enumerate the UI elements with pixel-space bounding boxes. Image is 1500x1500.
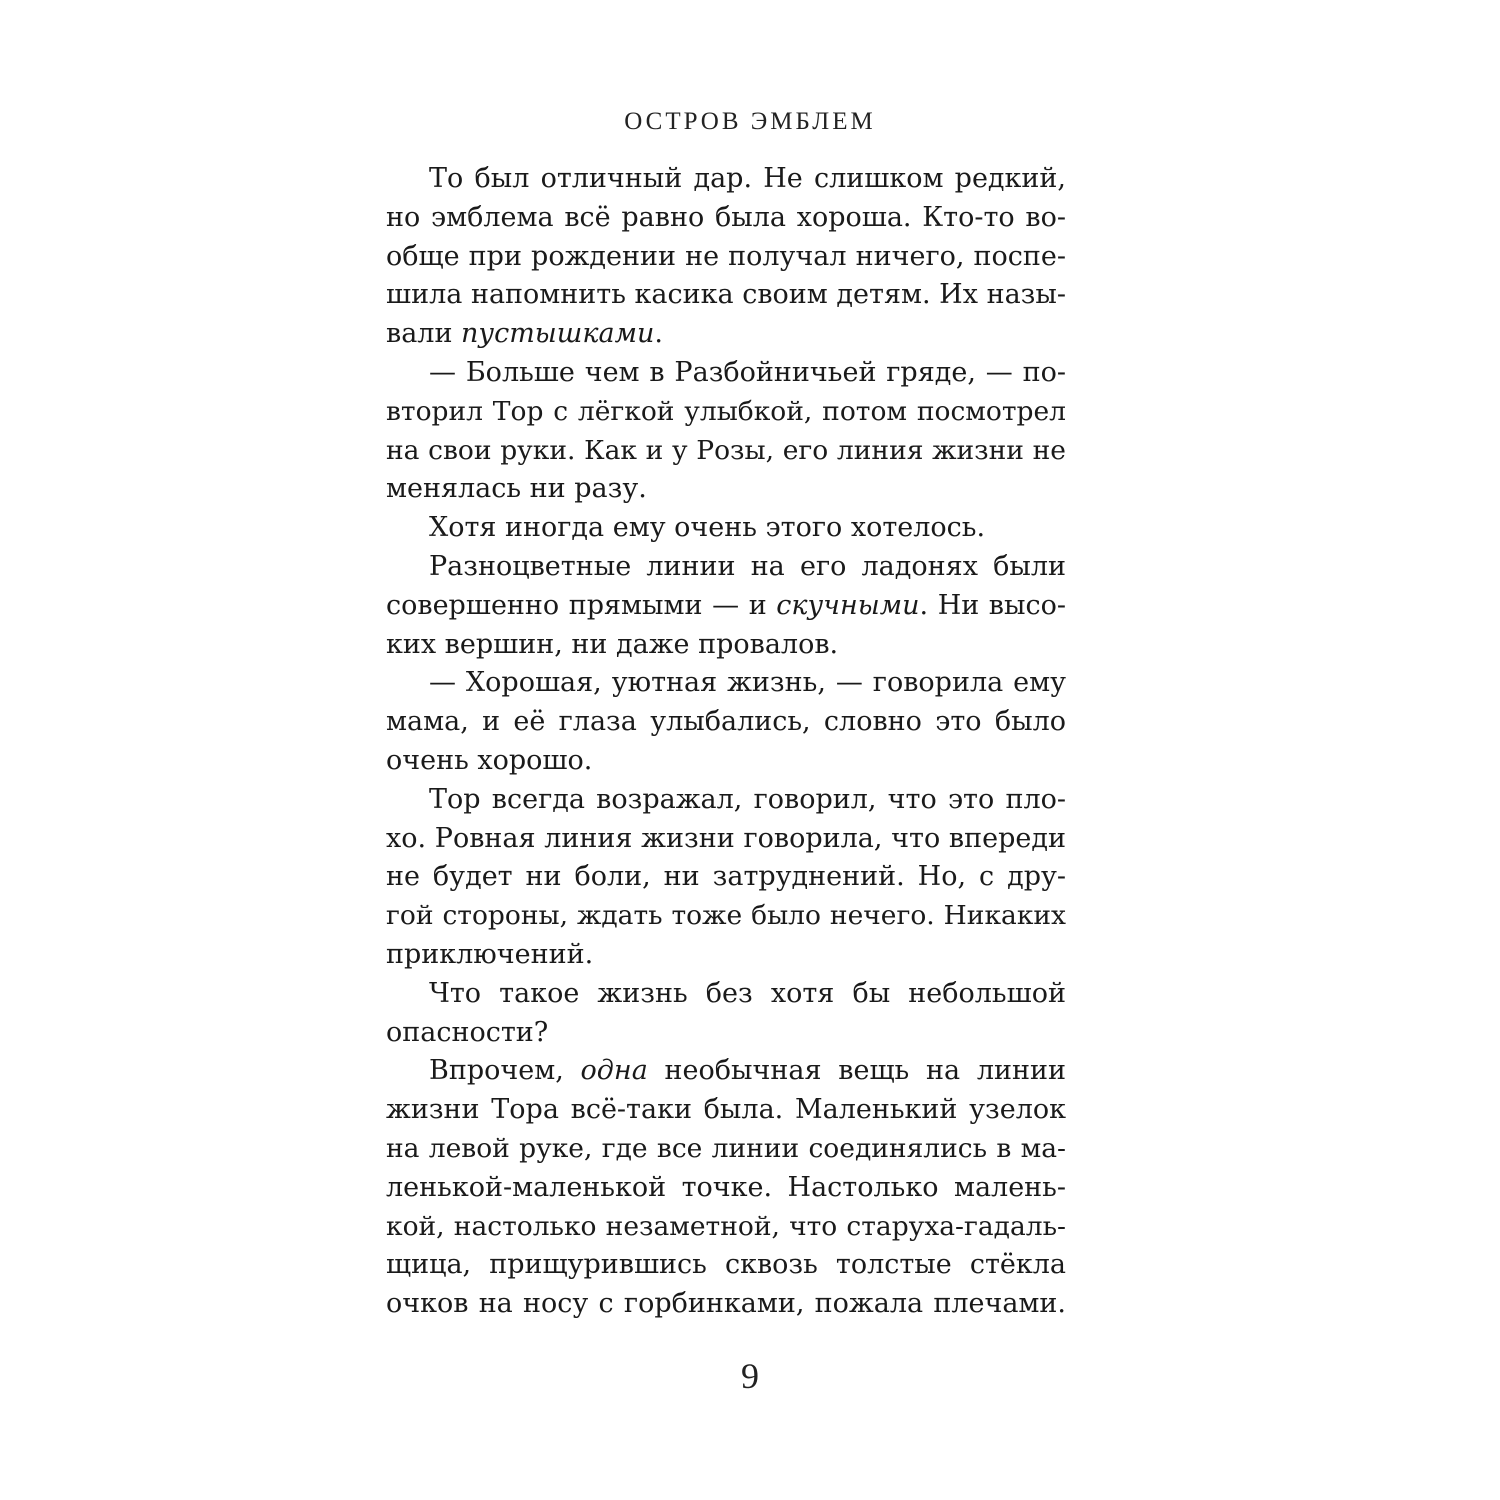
italic-word: скучными [776,589,920,621]
text-line: Что такое жизнь без хотя бы небольшой [429,977,1066,1009]
text-line: То был отличный дар. Не слишком редкий, [429,163,1066,194]
text-line: шила напомнить касика своим детям. Их назы- [386,279,1066,311]
text-line: вторил Тор с лёгкой улыбкой, потом посмотрел [386,395,1066,427]
italic-word: пустышками [461,318,655,350]
body-text [386,160,1066,1324]
text-run: . [654,318,663,350]
text-line: приключений. [386,938,594,970]
italic-word: одна [580,1055,648,1087]
text-run: Впрочем, [429,1055,581,1087]
text-line: на свои руки. Как и у Розы, его линия жизни не [386,434,1066,466]
text-line: на левой руке, где все линии соединялись в ма- [386,1132,1066,1164]
text-line: — Хорошая, уютная жизнь, — говорила ему [429,667,1066,699]
text-line: Хотя иногда ему очень этого хотелось. [429,512,986,544]
text-line: жизни Тора всё-таки была. Маленький узелок [386,1094,1066,1126]
text-line: гой стороны, ждать тоже было нечего. Никаких [386,900,1066,932]
text-line: ленькой-маленькой точке. Настолько малень- [386,1171,1066,1203]
text-line: кой, настолько незаметной, что старуха-гадаль- [386,1210,1066,1242]
text-run: . Ни высо- [919,589,1066,621]
text-line: очень хорошо. [386,744,593,776]
text-line: Разноцветные линии на его ладонях были [429,550,1066,582]
text-line [386,587,1066,626]
running-head: ОСТРОВ ЭМБЛЕМ [624,108,876,135]
text-line: но эмблема всё равно была хороша. Кто-то во- [386,201,1066,233]
text-line: Тор всегда возражал, говорил, что это пло- [429,783,1066,815]
page-number: 9 [741,1356,759,1396]
text-run: совершенно прямыми — и [386,589,777,621]
text-line: мама, и её глаза улыбались, словно это было [386,706,1066,738]
text-line: — Больше чем в Разбойничьей гряде, — по- [429,356,1066,388]
text-line: менялась ни разу. [386,473,647,505]
text-line: очков на носу с горбинками, пожала плечами. [386,1288,1066,1320]
text-line: не будет ни боли, ни затруднений. Но, с дру- [386,861,1066,893]
text-line: опасности? [386,1016,549,1048]
text-line: щица, прищурившись сквозь толстые стёкла [386,1249,1066,1281]
text-line: хо. Ровная линия жизни говорила, что впереди [386,822,1066,854]
text-run: вали [386,318,462,350]
text-line [386,315,1066,354]
text-line [386,1052,1066,1091]
text-line: ких вершин, ни даже провалов. [386,628,839,660]
text-run: необычная вещь на линии [647,1055,1066,1087]
text-line: обще при рождении не получал ничего, поспе- [386,240,1066,272]
